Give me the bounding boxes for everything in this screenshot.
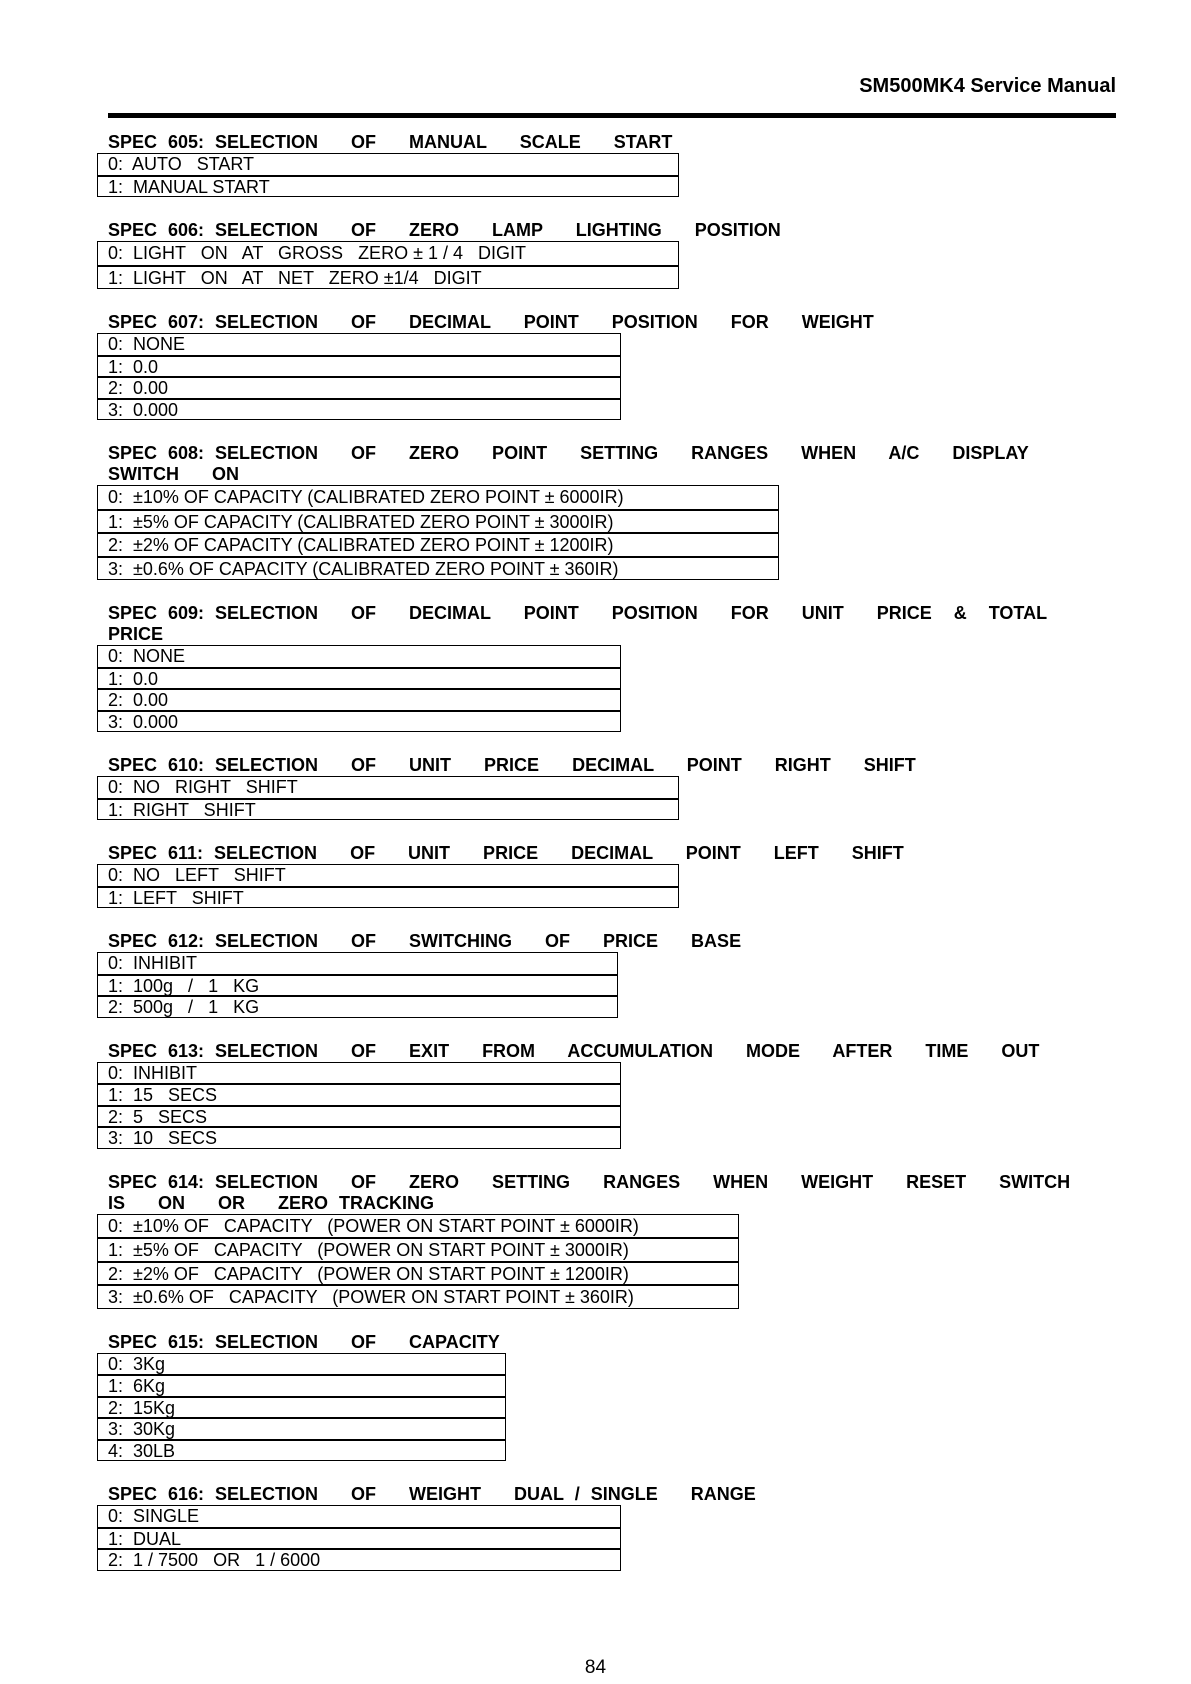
spec-title: SPEC 606: SELECTION OF ZERO LAMP LIGHTING POSITION (108, 220, 781, 240)
option-row: 3: 30Kg (98, 1417, 505, 1439)
options-table (97, 864, 679, 908)
option-row: 0: INHIBIT (98, 952, 617, 974)
option-row: 2: 5 SECS (98, 1105, 620, 1127)
spec-610 (97, 755, 1127, 820)
options-table (97, 776, 679, 820)
spec-title: SPEC 607: SELECTION OF DECIMAL POINT POSITION FOR WEIGHT (108, 312, 874, 332)
options-table (97, 485, 779, 580)
option-row: 0: NO LEFT SHIFT (98, 864, 678, 886)
spec-title: SPEC 609: SELECTION OF DECIMAL POINT POSITION FOR UNIT PRICE & TOTAL PRICE (108, 603, 1080, 644)
spec-title: SPEC 608: SELECTION OF ZERO POINT SETTING RANGES WHEN A/C DISPLAY SWITCH ON (108, 443, 1062, 484)
option-row: 2: ±2% OF CAPACITY (POWER ON START POINT ± 1200IR) (98, 1261, 738, 1285)
option-row: 3: 0.000 (98, 398, 620, 420)
option-row: 0: AUTO START (98, 153, 678, 175)
option-row: 1: LEFT SHIFT (98, 886, 678, 908)
options-table (97, 952, 618, 1018)
spec-title: SPEC 612: SELECTION OF SWITCHING OF PRICE BASE (108, 931, 742, 951)
option-row: 1: 0.0 (98, 355, 620, 377)
options-table (97, 241, 679, 289)
options-table (97, 1353, 506, 1462)
options-table (97, 333, 621, 420)
options-table (97, 1214, 739, 1309)
options-table (97, 153, 679, 197)
option-row: 2: 500g / 1 KG (98, 995, 617, 1017)
option-row: 0: ±10% OF CAPACITY (CALIBRATED ZERO POINT ± 6000IR) (98, 485, 778, 509)
spec-title: SPEC 611: SELECTION OF UNIT PRICE DECIMAL POINT LEFT SHIFT (108, 843, 904, 863)
header-rule (108, 113, 1116, 118)
option-row: 2: 0.00 (98, 376, 620, 398)
option-row: 2: 1 / 7500 OR 1 / 6000 (98, 1548, 620, 1570)
spec-615 (97, 1332, 1127, 1462)
spec-607 (97, 312, 1127, 420)
option-row: 4: 30LB (98, 1439, 505, 1461)
document-header-title: SM500MK4 Service Manual (859, 75, 1116, 97)
option-row: 0: NONE (98, 645, 620, 667)
option-row: 1: 6Kg (98, 1374, 505, 1396)
option-row: 0: ±10% OF CAPACITY (POWER ON START POINT ± 6000IR) (98, 1214, 738, 1238)
option-row: 3: 0.000 (98, 710, 620, 732)
spec-title: SPEC 613: SELECTION OF EXIT FROM ACCUMULATION MODE AFTER TIME OUT (108, 1040, 1040, 1061)
spec-609 (97, 603, 1127, 732)
option-row: 2: 0.00 (98, 688, 620, 710)
option-row: 1: 0.0 (98, 667, 620, 689)
options-table (97, 1505, 621, 1571)
option-row: 0: LIGHT ON AT GROSS ZERO ± 1 / 4 DIGIT (98, 241, 678, 265)
option-row: 0: SINGLE (98, 1505, 620, 1527)
option-row: 1: RIGHT SHIFT (98, 798, 678, 820)
spec-title: SPEC 616: SELECTION OF WEIGHT DUAL / SINGLE RANGE (108, 1484, 756, 1504)
option-row: 1: 100g / 1 KG (98, 974, 617, 996)
option-row: 1: ±5% OF CAPACITY (POWER ON START POINT ± 3000IR) (98, 1237, 738, 1261)
spec-606 (97, 220, 1127, 289)
spec-title: SPEC 615: SELECTION OF CAPACITY (108, 1331, 500, 1352)
option-row: 3: ±0.6% OF CAPACITY (CALIBRATED ZERO POINT ± 360IR) (98, 556, 778, 580)
option-row: 3: ±0.6% OF CAPACITY (POWER ON START POINT ± 360IR) (98, 1284, 738, 1308)
page-number: 84 (584, 1657, 607, 1678)
option-row: 2: ±2% OF CAPACITY (CALIBRATED ZERO POINT ± 1200IR) (98, 532, 778, 556)
option-row: 3: 10 SECS (98, 1126, 620, 1148)
option-row: 1: ±5% OF CAPACITY (CALIBRATED ZERO POINT ± 3000IR) (98, 509, 778, 533)
option-row: 0: NONE (98, 333, 620, 355)
option-row: 1: MANUAL START (98, 175, 678, 197)
spec-title: SPEC 605: SELECTION OF MANUAL SCALE START (108, 132, 673, 152)
spec-614 (97, 1172, 1127, 1309)
spec-list (97, 132, 1127, 1594)
option-row: 1: LIGHT ON AT NET ZERO ±1/4 DIGIT (98, 265, 678, 289)
spec-title: SPEC 614: SELECTION OF ZERO SETTING RANGES WHEN WEIGHT RESET SWITCH IS ON OR ZERO TRACKING (108, 1171, 1104, 1213)
option-row: 0: 3Kg (98, 1353, 505, 1375)
option-row: 0: NO RIGHT SHIFT (98, 776, 678, 798)
spec-616 (97, 1484, 1127, 1571)
options-table (97, 645, 621, 732)
option-row: 1: DUAL (98, 1527, 620, 1549)
spec-613 (97, 1041, 1127, 1149)
option-row: 1: 15 SECS (98, 1083, 620, 1105)
spec-611 (97, 843, 1127, 908)
spec-title: SPEC 610: SELECTION OF UNIT PRICE DECIMAL POINT RIGHT SHIFT (108, 755, 916, 775)
spec-608 (97, 443, 1127, 580)
options-table (97, 1062, 621, 1149)
spec-612 (97, 931, 1127, 1018)
spec-605 (97, 132, 1127, 197)
option-row: 0: INHIBIT (98, 1062, 620, 1084)
option-row: 2: 15Kg (98, 1396, 505, 1418)
